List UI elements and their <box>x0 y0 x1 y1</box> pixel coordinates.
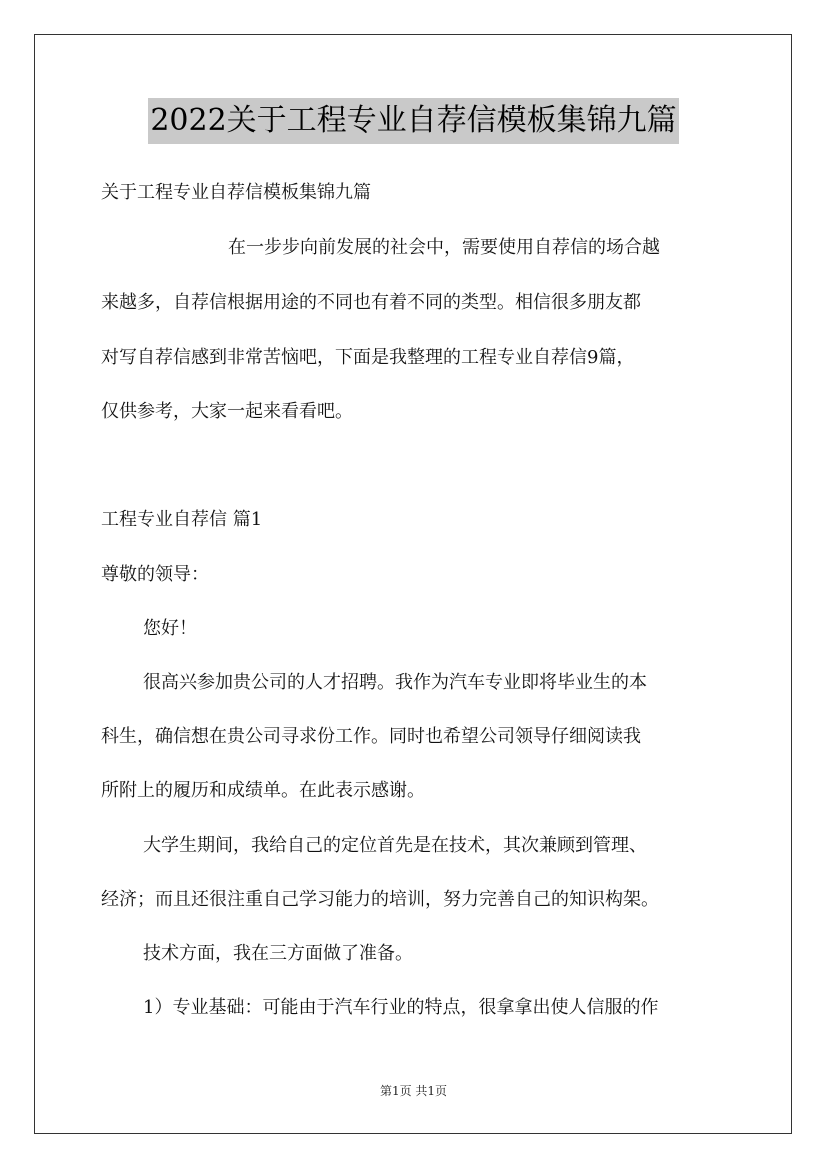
page-footer: 第1页 共1页 <box>379 1084 448 1098</box>
document-title: 2022关于工程专业自荐信模板集锦九篇 <box>148 98 678 144</box>
paragraph-line: 所附上的履历和成绩单。在此表示感谢。 <box>101 780 425 801</box>
salutation-line: 尊敬的领导： <box>101 564 209 585</box>
subtitle-line: 关于工程专业自荐信模板集锦九篇 <box>101 182 371 203</box>
paragraph-line: 来越多，自荐信根据用途的不同也有着不同的类型。相信很多朋友都 <box>101 292 641 313</box>
paragraph-line: 大学生期间，我给自己的定位首先是在技术，其次兼顾到管理、 <box>143 835 647 856</box>
paragraph-line: 技术方面，我在三方面做了准备。 <box>143 943 413 964</box>
greeting-line: 您好！ <box>143 618 197 639</box>
paragraph-line: 很高兴参加贵公司的人才招聘。我作为汽车专业即将毕业生的本 <box>143 672 647 693</box>
paragraph-line: 对写自荐信感到非常苦恼吧，下面是我整理的工程专业自荐信9篇， <box>101 347 635 368</box>
section-heading: 工程专业自荐信 篇1 <box>101 509 263 530</box>
title-block <box>0 98 827 144</box>
paragraph-line: 科生，确信想在贵公司寻求份工作。同时也希望公司领导仔细阅读我 <box>101 726 641 747</box>
paragraph-line: 1）专业基础：可能由于汽车行业的特点，很拿拿出使人信服的作 <box>143 997 659 1018</box>
paragraph-line: 仅供参考，大家一起来看看吧。 <box>101 401 353 422</box>
paragraph-line: 在一步步向前发展的社会中，需要使用自荐信的场合越 <box>228 237 660 258</box>
paragraph-line: 经济；而且还很注重自己学习能力的培训，努力完善自己的知识构架。 <box>101 889 659 910</box>
